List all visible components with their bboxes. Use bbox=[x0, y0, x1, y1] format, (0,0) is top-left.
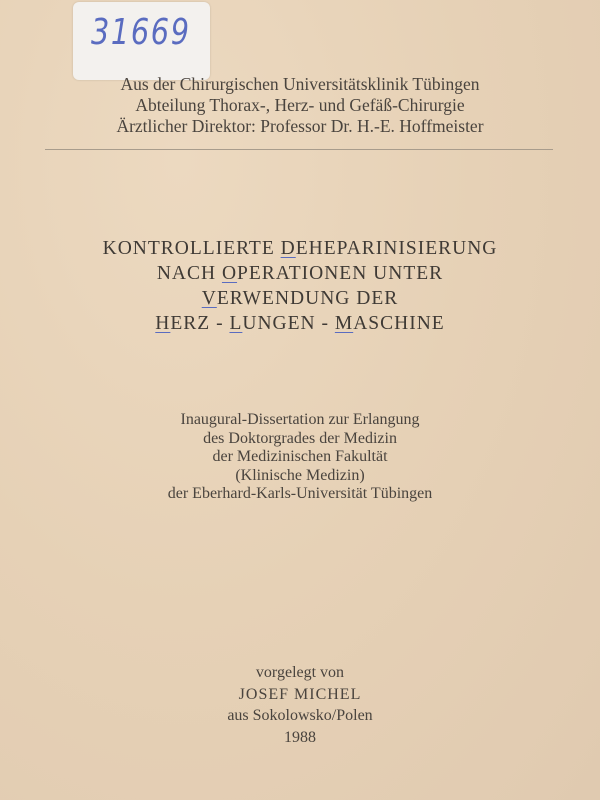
dissertation-line: der Medizinischen Fakultät bbox=[212, 448, 388, 465]
title-line: HERZ - LUNGEN - MASCHINE bbox=[155, 313, 445, 334]
library-label-sticker bbox=[73, 2, 210, 80]
presented-by: vorgelegt von bbox=[255, 664, 345, 681]
thesis-title bbox=[0, 236, 600, 336]
institution-line: Abteilung Thorax-, Herz- und Gefäß-Chirurgie bbox=[135, 95, 465, 115]
title-line: NACH OPERATIONEN UNTER bbox=[156, 263, 444, 284]
title-line: VERWENDUNG DER bbox=[201, 288, 399, 309]
dissertation-line: des Doktorgrades der Medizin bbox=[203, 429, 397, 447]
institution-block bbox=[0, 74, 600, 137]
dissertation-line: Inaugural-Dissertation zur Erlangung bbox=[180, 411, 420, 428]
author-origin: aus Sokolowsko/Polen bbox=[227, 707, 373, 724]
dissertation-line: der Eberhard-Karls-Universität Tübingen bbox=[167, 485, 433, 502]
year: 1988 bbox=[284, 728, 316, 746]
institution-line: Aus der Chirurgischen Universitätsklinik Tübingen bbox=[120, 74, 480, 94]
dissertation-statement bbox=[0, 411, 600, 504]
divider bbox=[45, 149, 553, 150]
author-name: JOSEF MICHEL bbox=[238, 685, 362, 703]
institution-line: Ärztlicher Direktor: Professor Dr. H.-E. Hoffmeister bbox=[116, 116, 484, 136]
library-number: 31669 bbox=[91, 12, 191, 53]
dissertation-line: (Klinische Medizin) bbox=[235, 466, 365, 484]
title-line: KONTROLLIERTE DEHEPARINISIERUNG bbox=[102, 238, 498, 259]
author-block bbox=[0, 662, 600, 748]
